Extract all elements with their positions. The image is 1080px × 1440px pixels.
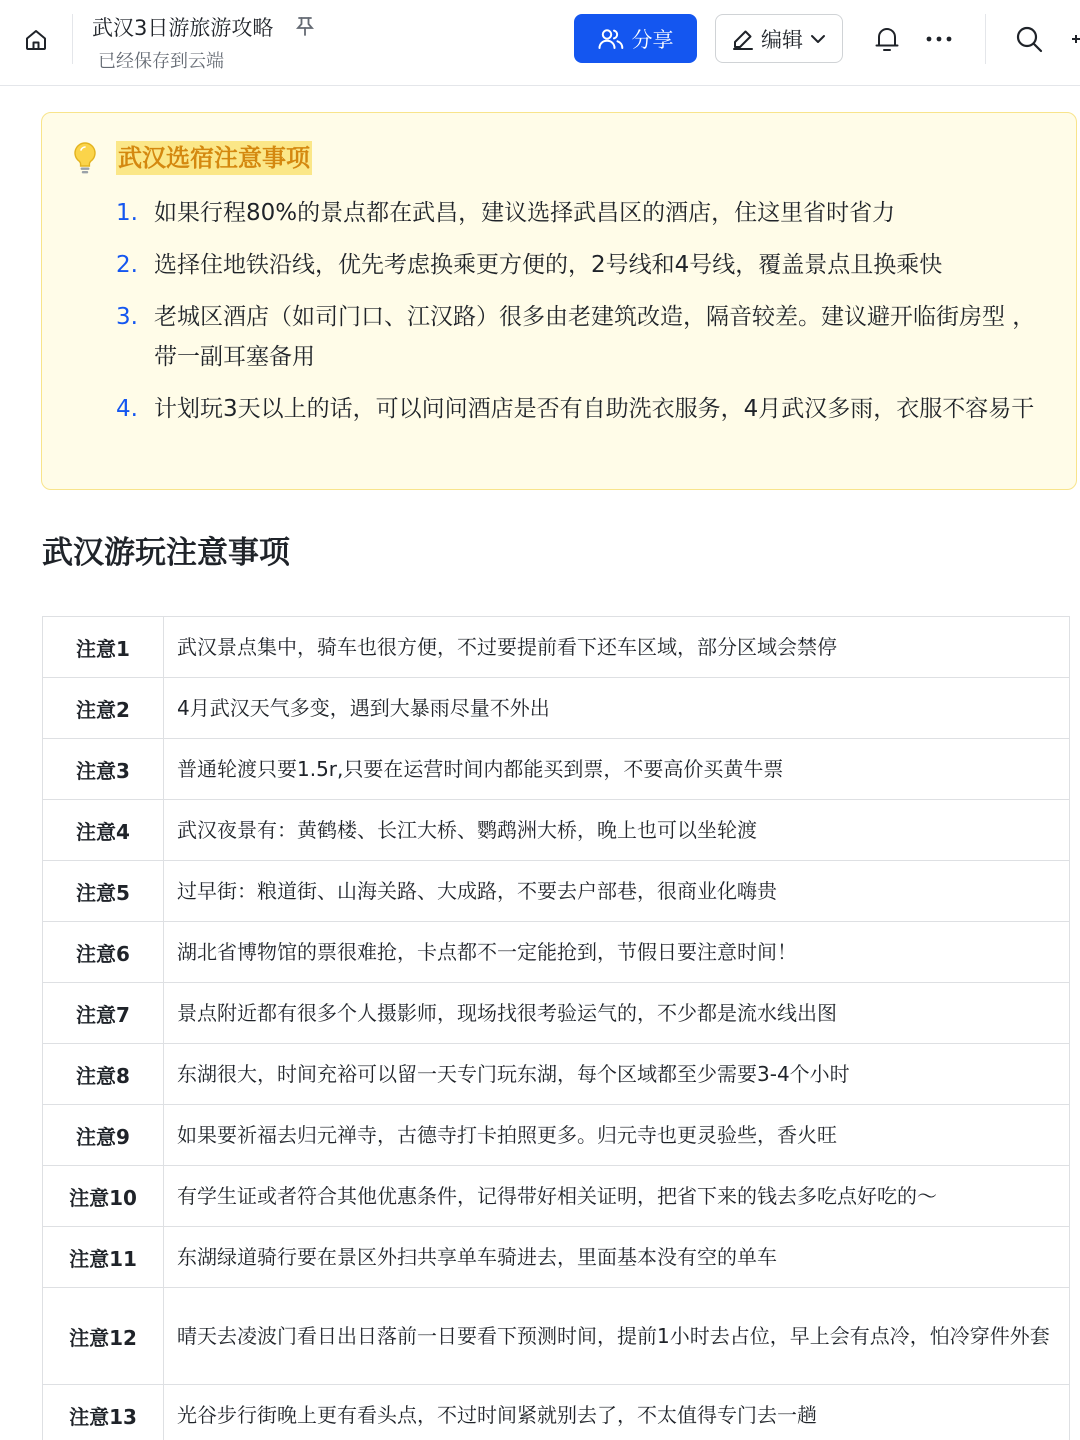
table-cell-text[interactable]: 晴天去凌波门看日出日落前一日要看下预测时间，提前1小时去占位，早上会有点冷，怕冷穿件外套 (164, 1288, 1070, 1385)
chevron-down-icon (810, 33, 826, 45)
table-cell-label[interactable]: 注意12 (43, 1288, 164, 1385)
table-cell-text[interactable]: 4月武汉天气多变，遇到大暴雨尽量不外出 (164, 678, 1070, 739)
table-row (43, 983, 1070, 1044)
table-cell-label[interactable]: 注意6 (43, 922, 164, 983)
list-text: 选择住地铁沿线，优先考虑换乘更方便的，2号线和4号线，覆盖景点且换乘快 (154, 252, 943, 278)
divider (985, 14, 986, 64)
table-row (43, 861, 1070, 922)
table-cell-text[interactable]: 有学生证或者符合其他优惠条件，记得带好相关证明，把省下来的钱去多吃点好吃的～ (164, 1166, 1070, 1227)
table-cell-text[interactable]: 东湖很大，时间充裕可以留一天专门玩东湖，每个区域都至少需要3-4个小时 (164, 1044, 1070, 1105)
bell-icon (874, 25, 900, 53)
table-row (43, 678, 1070, 739)
table-row (43, 1288, 1070, 1385)
table-row (43, 1105, 1070, 1166)
notification-button[interactable] (870, 22, 904, 56)
list-number: 1. (116, 200, 138, 226)
table-row (43, 1227, 1070, 1288)
table-cell-label[interactable]: 注意8 (43, 1044, 164, 1105)
list-item (116, 389, 1046, 429)
table-cell-label[interactable]: 注意2 (43, 678, 164, 739)
search-button[interactable] (1012, 22, 1046, 56)
more-button[interactable] (922, 22, 956, 56)
list-number: 4. (116, 396, 138, 422)
list-item (116, 297, 1046, 377)
notes-table (42, 616, 1070, 1440)
home-button[interactable] (18, 22, 54, 58)
list-text: 如果行程80%的景点都在武昌，建议选择武昌区的酒店，住这里省时省力 (154, 200, 896, 226)
save-status: 已经保存到云端 (98, 51, 224, 72)
table-row (43, 1385, 1070, 1440)
table-cell-label[interactable]: 注意13 (43, 1385, 164, 1440)
table-cell-label[interactable]: 注意9 (43, 1105, 164, 1166)
list-text: 计划玩3天以上的话，可以问问酒店是否有自助洗衣服务，4月武汉多雨，衣服不容易干 (154, 396, 1035, 422)
table-cell-label[interactable]: 注意1 (43, 617, 164, 678)
table-row (43, 617, 1070, 678)
callout-title: 武汉选宿注意事项 (116, 141, 312, 175)
callout-block (41, 112, 1077, 490)
edit-label: 编辑 (761, 27, 803, 52)
top-bar (0, 0, 1080, 86)
list-number: 3. (116, 304, 138, 330)
pin-icon (296, 16, 314, 36)
table-cell-text[interactable]: 景点附近都有很多个人摄影师，现场找很考验运气的，不少都是流水线出图 (164, 983, 1070, 1044)
table-cell-label[interactable]: 注意10 (43, 1166, 164, 1227)
pencil-icon (732, 28, 754, 50)
table-cell-text[interactable]: 过早街：粮道街、山海关路、大成路，不要去户部巷，很商业化嗨贵 (164, 861, 1070, 922)
table-cell-label[interactable]: 注意4 (43, 800, 164, 861)
doc-title[interactable]: 武汉3日游旅游攻略 (92, 16, 274, 40)
table-row (43, 1044, 1070, 1105)
table-row (43, 739, 1070, 800)
list-text: 老城区酒店（如司门口、江汉路）很多由老建筑改造，隔音较差。建议避开临街房型 ，带一副耳塞备用 (154, 304, 1036, 370)
home-icon (24, 28, 48, 52)
table-cell-text[interactable]: 光谷步行街晚上更有看头点，不过时间紧就别去了，不太值得专门去一趟 (164, 1385, 1070, 1440)
table-cell-text[interactable]: 普通轮渡只要1.5r,只要在运营时间内都能买到票，不要高价买黄牛票 (164, 739, 1070, 800)
tips-list (116, 193, 1046, 441)
table-cell-text[interactable]: 东湖绿道骑行要在景区外扫共享单车骑进去，里面基本没有空的单车 (164, 1227, 1070, 1288)
table-cell-text[interactable]: 武汉景点集中，骑车也很方便，不过要提前看下还车区域，部分区域会禁停 (164, 617, 1070, 678)
users-icon (598, 28, 624, 50)
edit-button[interactable] (715, 14, 843, 63)
table-cell-text[interactable]: 如果要祈福去归元禅寺，古德寺打卡拍照更多。归元寺也更灵验些，香火旺 (164, 1105, 1070, 1166)
section-heading: 武汉游玩注意事项 (42, 535, 290, 571)
table-cell-label[interactable]: 注意11 (43, 1227, 164, 1288)
list-item (116, 193, 1046, 233)
table-cell-label[interactable]: 注意7 (43, 983, 164, 1044)
table-row (43, 800, 1070, 861)
table-cell-label[interactable]: 注意3 (43, 739, 164, 800)
share-button[interactable] (574, 14, 697, 63)
divider (72, 14, 73, 64)
cut-off-icon[interactable] (1066, 22, 1080, 56)
lightbulb-icon (72, 141, 98, 175)
table-row (43, 1166, 1070, 1227)
search-icon (1015, 25, 1043, 53)
list-item (116, 245, 1046, 285)
list-number: 2. (116, 252, 138, 278)
table-row (43, 922, 1070, 983)
pin-button[interactable] (292, 13, 318, 39)
more-icon (925, 35, 953, 43)
share-label: 分享 (631, 27, 674, 52)
table-cell-label[interactable]: 注意5 (43, 861, 164, 922)
table-cell-text[interactable]: 湖北省博物馆的票很难抢，卡点都不一定能抢到，节假日要注意时间！ (164, 922, 1070, 983)
table-cell-text[interactable]: 武汉夜景有：黄鹤楼、长江大桥、鹦鹉洲大桥，晚上也可以坐轮渡 (164, 800, 1070, 861)
